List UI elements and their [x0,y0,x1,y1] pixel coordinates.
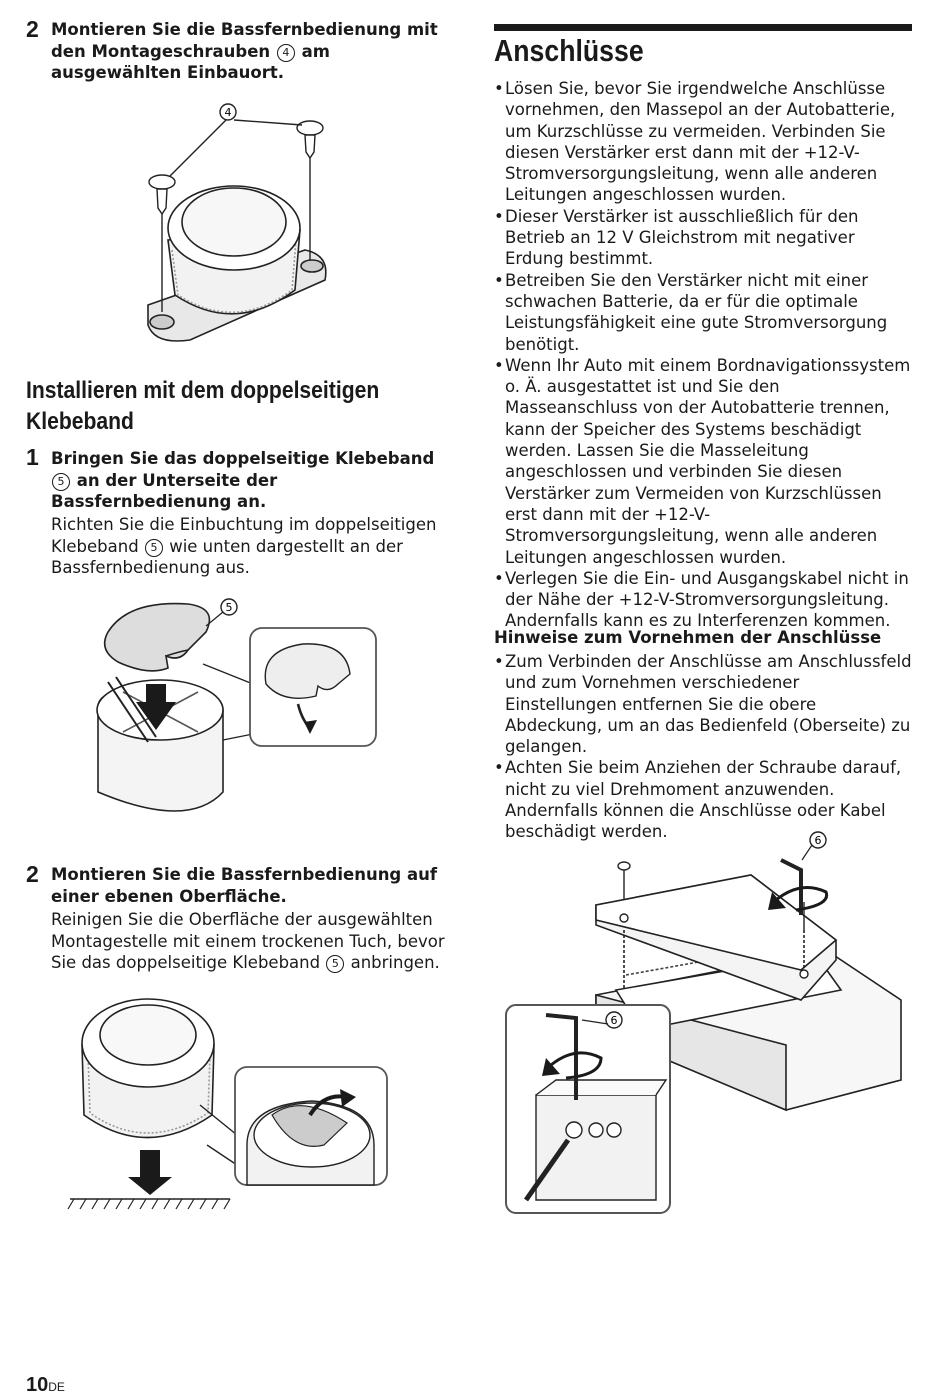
figure-amplifier-cover [496,830,906,1220]
step-title: Montieren Sie die Bassfernbedienung auf einer ebenen Oberfläche. [51,865,438,906]
step-body: Reinigen Sie die Oberfläche der ausgewählten Montagestelle mit einem trockenen Tuch, bevor Sie das doppelseitige Klebeband 5 anbringen. [51,910,445,972]
heading-rule [494,24,912,31]
step-title: Montieren Sie die Bassfernbedienung mit den Montageschrauben 4 am ausgewählten Einbauort. [51,20,438,82]
callout-label: 5 [225,601,233,614]
language-code: DE [48,1380,65,1394]
callout-ref: 4 [277,44,295,62]
callout-ref: 5 [326,955,344,973]
step-number: 2 [26,16,39,42]
hint-list [494,651,912,843]
subheading: Hinweise zum Vornehmen der Anschlüsse [494,628,882,647]
list-item: • Zum Verbinden der Anschlüsse am Anschlussfeld und zum Vornehmen verschiedener Einstellungen entfernen Sie die obere Abdeckung, um an das Bedienfeld (Oberseite) zu gelangen. [494,651,912,757]
list-item: • Betreiben Sie den Verstärker nicht mit einer schwachen Batterie, da er für die optimale Leistungsfähigkeit eine gute Stromversorgung benötigt. [494,270,912,355]
callout-label: 6 [610,1014,618,1027]
callout-ref: 5 [52,473,70,491]
step-title: Bringen Sie das doppelseitige Klebeband 5 an der Unterseite der Bassfernbedienung an. [51,449,435,511]
callout-ref: 5 [145,539,163,557]
list-item: • Wenn Ihr Auto mit einem Bordnavigationssystem o. Ä. ausgestattet ist und Sie den Masseanschluss von der Autobatterie trennen, kann der Speicher des Systems beschädigt werden. Lassen Sie die Masseleitung angeschlossen und verbinden Sie diesen Verstärker zum Vermeiden von Kurzschlüssen erst dann mit der +12-V-Stromversorgungsleitung, wenn alle anderen Leitungen angeschlossen wurden. [494,355,912,568]
list-item: • Lösen Sie, bevor Sie irgendwelche Anschlüsse vornehmen, den Massepol an der Autobatterie, um Kurzschlüsse zu vermeiden. Verbinden Sie diesen Verstärker erst dann mit der +12-V-Stromversorgungsleitung, wenn alle anderen Leitungen angeschlossen wurden. [494,78,912,206]
figure-flat-surface [62,995,392,1215]
section-heading: Installieren mit dem doppelseitigen Klebeband [26,377,380,435]
figure-mount-screws [130,100,350,350]
page-heading: Anschlüsse [494,33,644,68]
step-number: 2 [26,861,39,887]
list-item: • Dieser Verstärker ist ausschließlich für den Betrieb an 12 V Gleichstrom mit negativer Erdung bestimmt. [494,206,912,270]
callout-label: 4 [224,106,232,119]
figure-attach-tape [88,592,388,842]
step-body: Richten Sie die Einbuchtung im doppelseitigen Klebeband 5 wie unten dargestellt an der Bassfernbedienung aus. [51,515,437,577]
page-number: 10DE [26,1374,65,1396]
list-item: • Achten Sie beim Anziehen der Schraube darauf, nicht zu viel Drehmoment anzuwenden. Andernfalls können die Anschlüsse oder Kabel beschädigt werden. [494,757,912,842]
callout-label: 6 [814,834,822,847]
list-item: • Verlegen Sie die Ein- und Ausgangskabel nicht in der Nähe der +12-V-Stromversorgungsleitung. Andernfalls kann es zu Interferenzen kommen. [494,568,912,632]
step-number: 1 [26,444,39,470]
precaution-list [494,78,912,632]
